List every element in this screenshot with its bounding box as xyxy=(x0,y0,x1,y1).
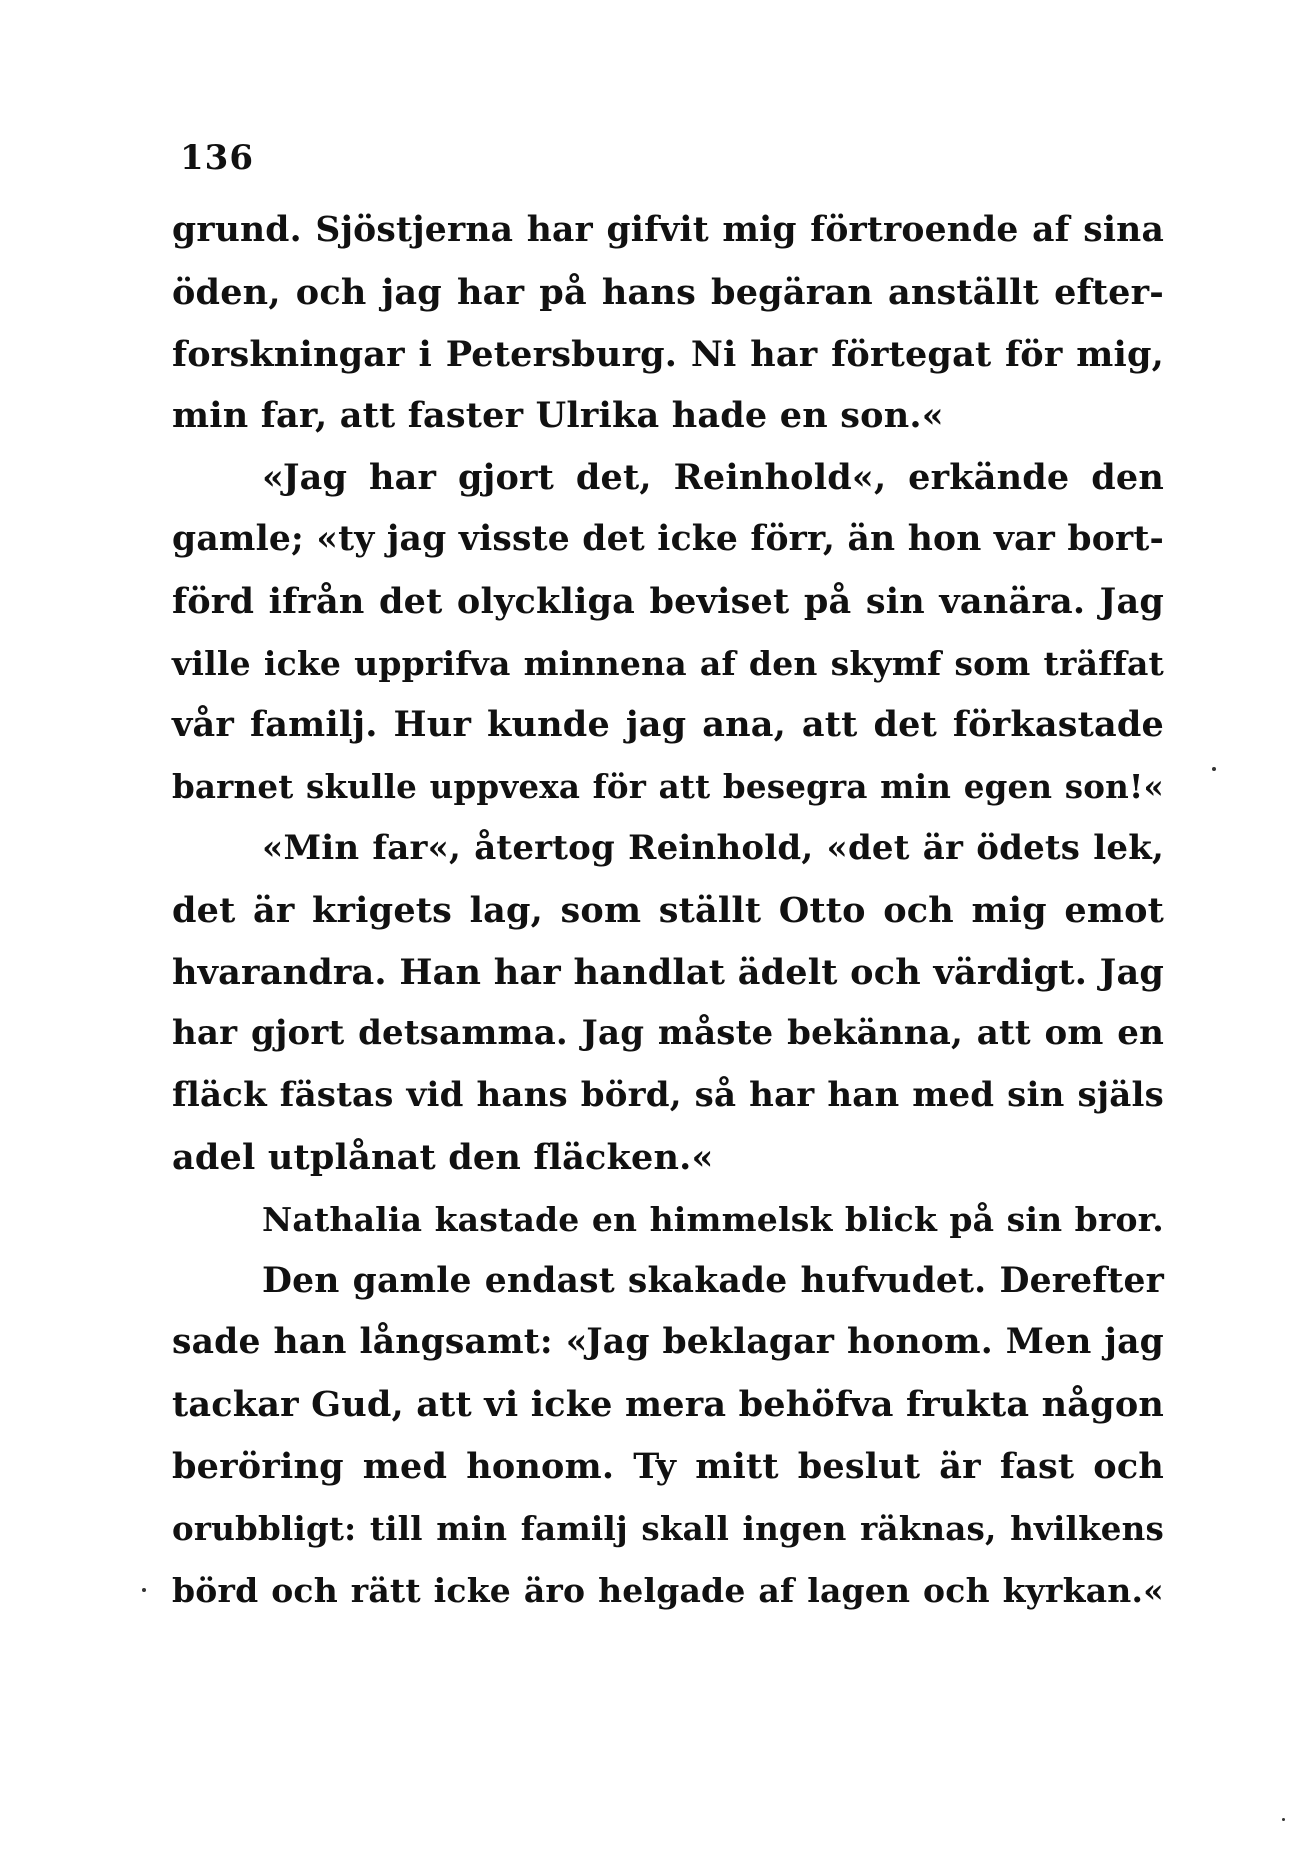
print-speck xyxy=(142,1588,146,1592)
text-line: börd och rätt icke äro helgade af lagen och kyrkan.« xyxy=(172,1570,1164,1610)
text-line: barnet skulle uppvexa för att besegra min egen son!« xyxy=(172,767,1164,807)
page-number: 136 xyxy=(180,138,254,178)
text-line: gamle; «ty jag visste det icke förr, än hon var bort- xyxy=(172,518,1164,559)
text-line: öden, och jag har på hans begäran anställt efter- xyxy=(172,271,1164,313)
print-speck xyxy=(1212,767,1216,771)
text-line: hvarandra. Han har handlat ädelt och värdigt. Jag xyxy=(172,951,1164,993)
text-line: orubbligt: till min familj skall ingen räknas, hvilkens xyxy=(172,1508,1164,1548)
text-line: tackar Gud, att vi icke mera behöfva frukta någon xyxy=(172,1384,1165,1426)
print-speck xyxy=(1282,1818,1285,1821)
text-line: fläck fästas vid hans börd, så har han med sin själs xyxy=(172,1075,1164,1116)
text-line: Den gamle endast skakade hufvudet. Derefter xyxy=(262,1260,1164,1301)
text-line: beröring med honom. Ty mitt beslut är fast och xyxy=(172,1445,1164,1487)
text-line: förd ifrån det olyckliga beviset på sin vanära. Jag xyxy=(172,580,1164,622)
text-line: min far, att faster Ulrika hade en son.« xyxy=(172,395,944,437)
text-line: sade han långsamt: «Jag beklagar honom. Men jag xyxy=(172,1322,1164,1363)
body-text xyxy=(172,200,1164,1621)
text-line: grund. Sjöstjerna har gifvit mig förtroende af sina xyxy=(172,210,1164,250)
text-line: adel utplånat den fläcken.« xyxy=(172,1136,714,1178)
text-line: «Jag har gjort det, Reinhold«, erkände den xyxy=(262,457,1164,499)
text-line: har gjort detsamma. Jag måste bekänna, att om en xyxy=(172,1013,1164,1054)
text-line: ville icke upprifva minnena af den skymf som träffat xyxy=(172,643,1164,683)
text-line: forskningar i Petersburg. Ni har förtegat för mig, xyxy=(172,333,1164,375)
text-line: det är krigets lag, som ställt Otto och mig emot xyxy=(172,889,1164,931)
text-line: «Min far«, återtog Reinhold, «det är ödets lek, xyxy=(262,827,1164,868)
text-line: vår familj. Hur kunde jag ana, att det förkastade xyxy=(172,704,1164,746)
text-line: Nathalia kastade en himmelsk blick på sin bror. xyxy=(262,1199,1164,1239)
